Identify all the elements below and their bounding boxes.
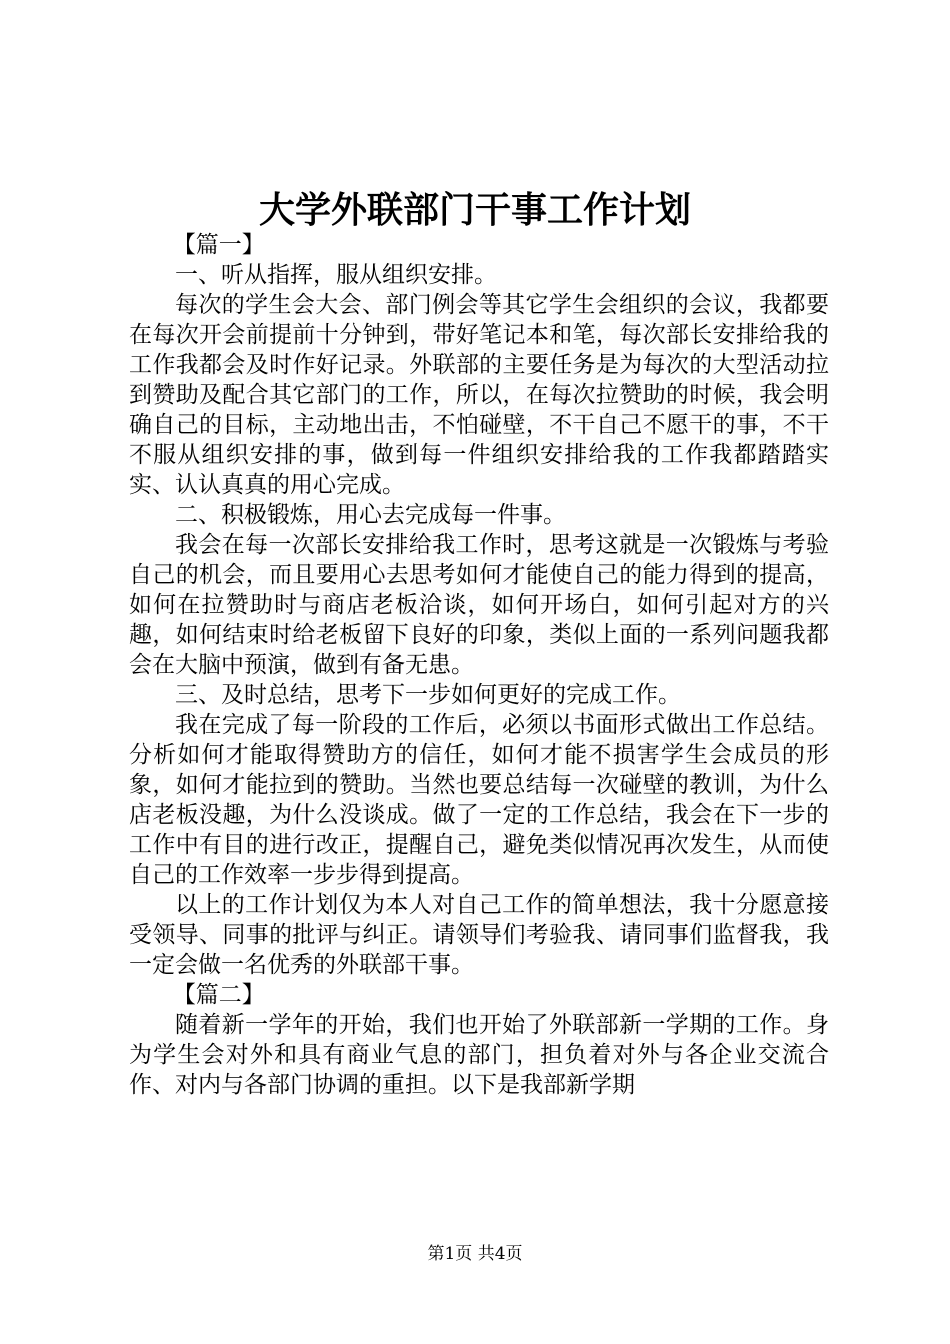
paragraph: 每次的学生会大会、部门例会等其它学生会组织的会议，我都要在每次开会前提前十分钟到，带好笔记本和笔，每次部长安排给我的工作我都会及时作好记录。外联部的主要任务是为每次的大型活动拉到赞助及配合其它部门的工作，所以，在每次拉赞助的时候，我会明确自己的目标，主动地出击，不怕碰壁，不干自己不愿干的事，不干不服从组织安排的事，做到每一件组织安排给我的工作我都踏踏实实、认认真真的用心完成。 (129, 292, 829, 498)
page-number-footer: 第1页 共4页 (427, 1244, 523, 1264)
subheading-three: 三、及时总结，思考下一步如何更好的完成工作。 (175, 682, 681, 708)
document-body (129, 230, 829, 1100)
paragraph: 我在完成了每一阶段的工作后，必须以书面形式做出工作总结。分析如何才能取得赞助方的信任，如何才能不损害学生会成员的形象，如何才能拉到的赞助。当然也要总结每一次碰壁的教训，为什么店老板没趣，为什么没谈成。做了一定的工作总结，我会在下一步的工作中有目的进行改正，提醒自己，避免类似情况再次发生，从而使自己的工作效率一步步得到提高。 (129, 712, 829, 888)
page-title: 大学外联部门干事工作计划 (258, 189, 691, 231)
subheading-one: 一、听从指挥，服从组织安排。 (175, 262, 497, 288)
paragraph: 以上的工作计划仅为本人对自己工作的简单想法，我十分愿意接受领导、同事的批评与纠正。请领导们考验我、请同事们监督我，我一定会做一名优秀的外联部干事。 (129, 892, 829, 978)
paragraph: 我会在每一次部长安排给我工作时，思考这就是一次锻炼与考验自己的机会，而且要用心去思考如何才能使自己的能力得到的提高，如何在拉赞助时与商店老板洽谈，如何开场白，如何引起对方的兴趣，如何结束时给老板留下良好的印象，类似上面的一系列问题我都会在大脑中预演，做到有备无患。 (129, 532, 829, 678)
paragraph: 随着新一学年的开始，我们也开始了外联部新一学期的工作。身为学生会对外和具有商业气息的部门，担负着对外与各企业交流合作、对内与各部门协调的重担。以下是我部新学期 (129, 1012, 829, 1098)
subheading-two: 二、积极锻炼，用心去完成每一件事。 (175, 502, 566, 528)
section-heading-part-two: 【篇二】 (172, 982, 265, 1008)
section-heading-part-one: 【篇一】 (172, 232, 265, 258)
